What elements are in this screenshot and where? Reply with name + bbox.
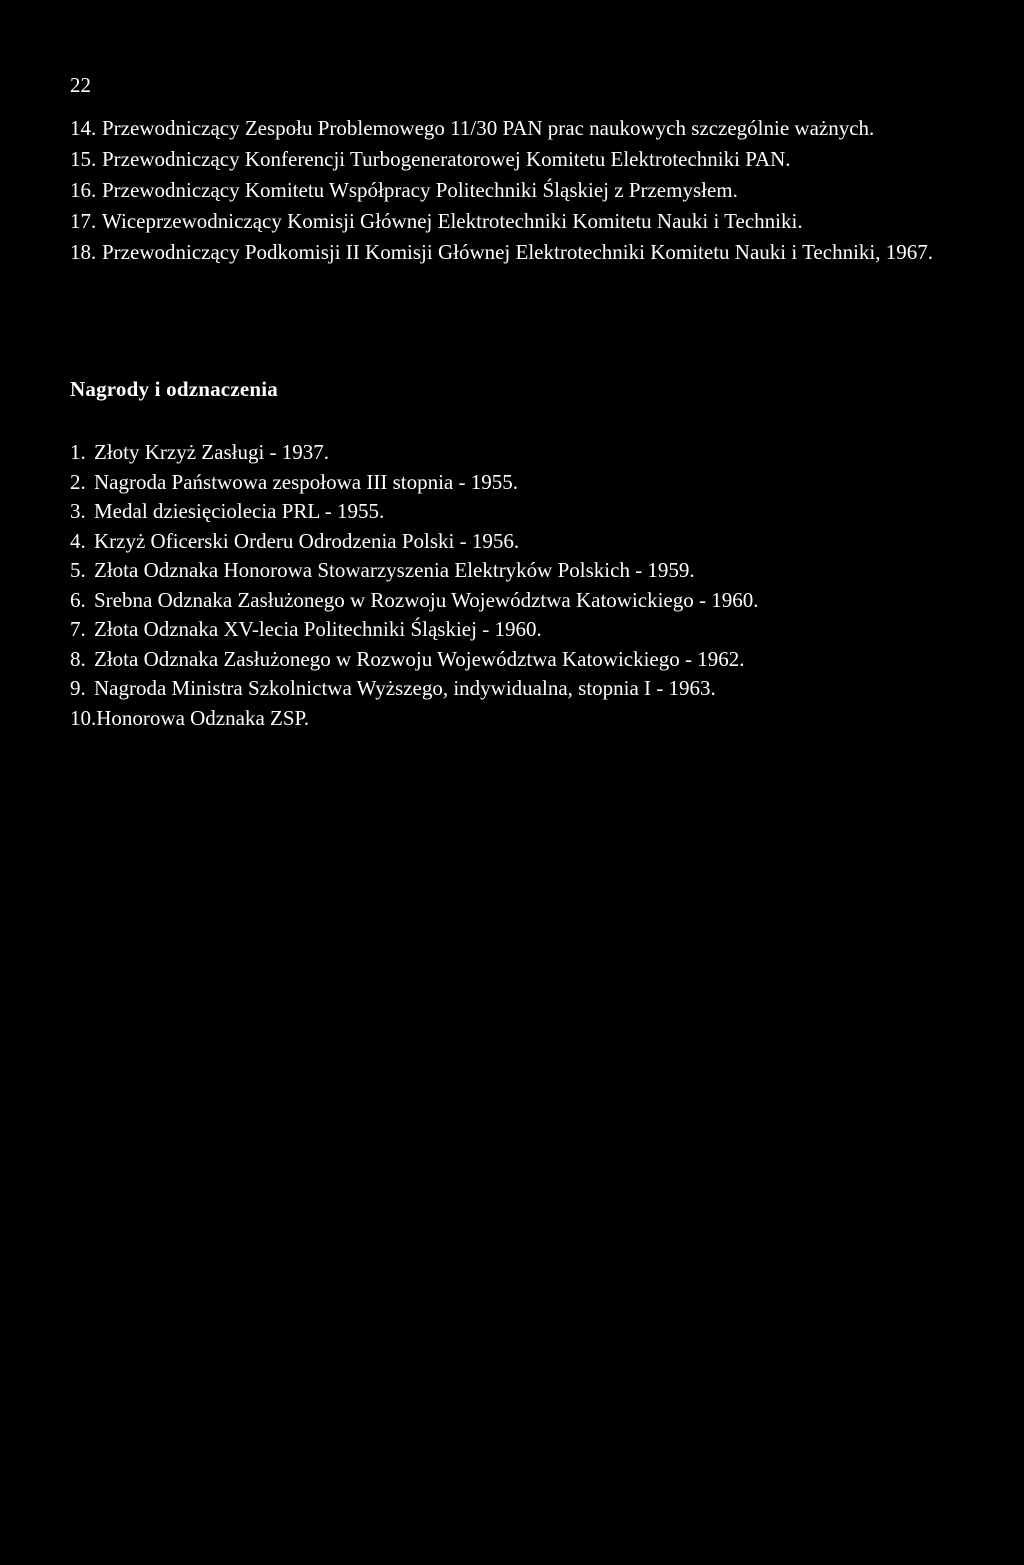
item-text: Honorowa Odznaka ZSP. — [96, 705, 310, 730]
awards-heading: Nagrody i odznaczenia — [70, 377, 278, 401]
item-number: 1. — [70, 440, 86, 464]
list-item — [70, 645, 970, 675]
list-item — [70, 497, 970, 527]
item-number: 17. — [70, 209, 97, 233]
item-text: Złoty Krzyż Zasługi - 1937. — [94, 440, 330, 464]
item-text: Przewodniczący Podkomisji II Komisji Głównej Elektrotechniki Komitetu Nauki i Techniki, 1967. — [102, 240, 933, 264]
item-text: Nagroda Państwowa zespołowa III stopnia - 1955. — [94, 469, 518, 494]
item-text: Wiceprzewodniczący Komisji Głównej Elektrotechniki Komitetu Nauki i Techniki. — [102, 209, 803, 233]
list-item — [70, 115, 988, 142]
item-text: Złota Odznaka Honorowa Stowarzyszenia Elektryków Polskich - 1959. — [94, 558, 695, 582]
item-number: 7. — [70, 617, 86, 641]
item-number: 15. — [70, 147, 97, 171]
functions-list — [70, 115, 988, 270]
item-number: 18. — [70, 240, 97, 264]
item-text: Przewodniczący Komitetu Współpracy Politechniki Śląskiej z Przemysłem. — [102, 178, 738, 202]
item-number: 6. — [70, 587, 86, 612]
item-text: Złota Odznaka Zasłużonego w Rozwoju Województwa Katowickiego - 1962. — [94, 646, 745, 671]
item-text: Srebna Odznaka Zasłużonego w Rozwoju Województwa Katowickiego - 1960. — [94, 587, 759, 612]
item-text: Nagroda Ministra Szkolnictwa Wyższego, indywidualna, stopnia I - 1963. — [94, 676, 716, 700]
item-number: 3. — [70, 499, 86, 523]
list-item — [70, 239, 988, 266]
item-text: Przewodniczący Konferencji Turbogeneratorowej Komitetu Elektrotechniki PAN. — [102, 147, 791, 171]
item-number: 4. — [70, 528, 86, 553]
item-number: 5. — [70, 558, 86, 582]
page-number: 22 — [70, 73, 91, 97]
list-item — [70, 468, 970, 498]
item-text: Przewodniczący Zespołu Problemowego 11/30 PAN prac naukowych szczególnie ważnych. — [102, 116, 875, 140]
list-item — [70, 556, 970, 586]
item-number: 10. — [70, 705, 97, 730]
list-item — [70, 704, 970, 734]
list-item — [70, 615, 970, 645]
item-number: 16. — [70, 178, 97, 202]
item-text: Medal dziesięciolecia PRL - 1955. — [94, 499, 385, 523]
list-item — [70, 438, 970, 468]
item-number: 9. — [70, 676, 86, 700]
awards-list — [70, 438, 970, 733]
list-item — [70, 177, 988, 204]
list-item — [70, 674, 970, 704]
item-number: 14. — [70, 116, 97, 140]
list-item — [70, 586, 970, 616]
list-item — [70, 208, 988, 235]
item-text: Krzyż Oficerski Orderu Odrodzenia Polski - 1956. — [94, 528, 520, 553]
item-number: 2. — [70, 469, 86, 494]
list-item — [70, 146, 988, 173]
item-number: 8. — [70, 646, 86, 671]
list-item — [70, 527, 970, 557]
item-text: Złota Odznaka XV-lecia Politechniki Śląskiej - 1960. — [94, 617, 542, 641]
